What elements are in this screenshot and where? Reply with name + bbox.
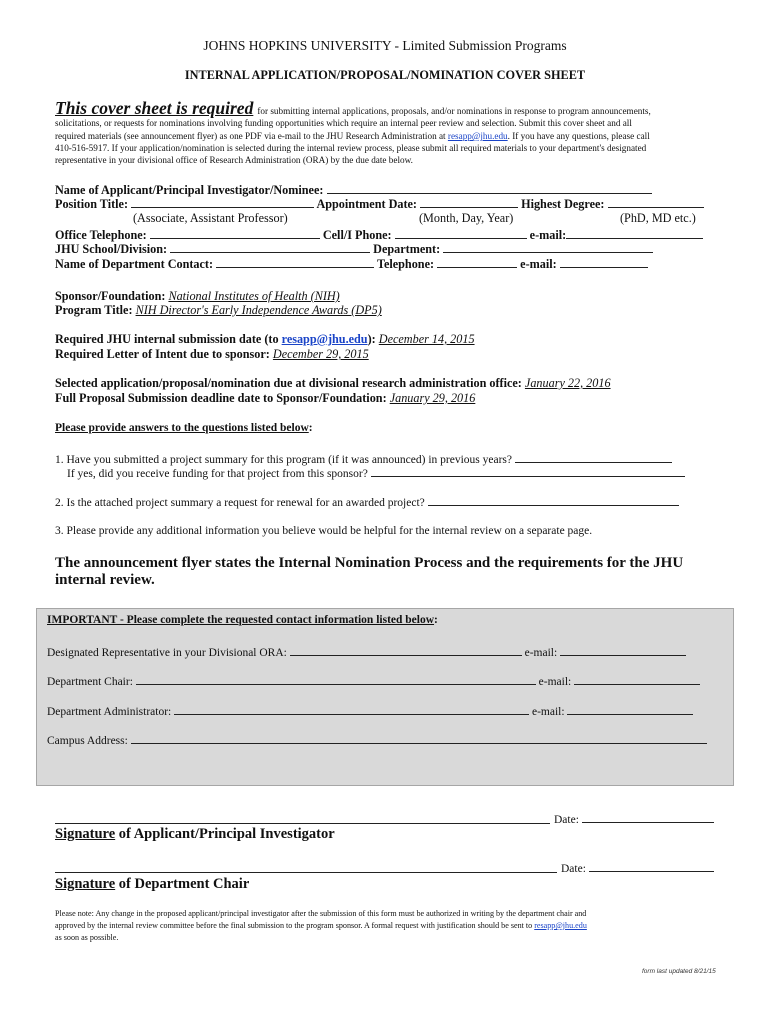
contact-row xyxy=(55,257,648,272)
intro-line-2: solicitations, or requests for nominations involving funding opportunities which require an internal peer review and selection. Submit this cover sheet and all xyxy=(55,118,632,128)
dept-admin-label: Department Administrator: xyxy=(47,706,172,718)
dept-admin-email-field[interactable] xyxy=(567,704,693,715)
ora-rep-email-field[interactable] xyxy=(560,645,686,656)
questions-heading-colon: : xyxy=(308,422,313,434)
loi-date-value: December 29, 2015 xyxy=(272,347,369,361)
dept-contact-field[interactable] xyxy=(216,257,374,268)
school-row xyxy=(55,242,653,257)
ora-rep-row xyxy=(47,645,686,659)
department-label: Department: xyxy=(373,242,441,256)
divisional-date-label: Selected application/proposal/nomination due at divisional research administration office: xyxy=(55,376,522,390)
sponsor-label: Sponsor/Foundation: xyxy=(55,289,166,303)
cell-phone-label: Cell/I Phone: xyxy=(322,228,392,242)
chair-signature-word: Signature xyxy=(55,876,116,892)
pi-date-label: Date: xyxy=(554,814,579,826)
sponsor-row xyxy=(55,289,340,304)
intro-line-1 xyxy=(55,98,651,119)
question-1 xyxy=(55,452,672,466)
applicant-name-field[interactable] xyxy=(327,183,652,194)
important-heading xyxy=(47,614,438,626)
questions-heading xyxy=(55,422,313,434)
intro-line-4: 410-516-5917. If your application/nomination is selected during the internal review process, please submit all required materials to your department's designated xyxy=(55,143,647,153)
school-division-field[interactable] xyxy=(170,242,370,253)
announcement-line-2: internal review. xyxy=(55,572,155,588)
contact-email-label: e-mail: xyxy=(520,257,557,271)
pi-signature-rest: of Applicant/Principal Investigator xyxy=(115,826,335,842)
jhu-date-label: Required JHU internal submission date (to xyxy=(55,332,279,346)
pi-date-field[interactable] xyxy=(582,812,714,823)
divisional-date-row xyxy=(55,376,611,391)
dept-admin-row xyxy=(47,704,693,718)
question-2-answer[interactable] xyxy=(428,495,679,506)
campus-address-row xyxy=(47,733,707,747)
applicant-name-label: Name of Applicant/Principal Investigator/Nominee: xyxy=(55,183,324,197)
intro-line-3 xyxy=(55,131,650,141)
full-proposal-label: Full Proposal Submission deadline date to Sponsor/Foundation: xyxy=(55,391,387,405)
chair-signature-caption xyxy=(55,876,249,893)
intro-text-3b: . If you have any questions, please call xyxy=(507,131,650,141)
announcement-line-1: The announcement flyer states the Internal Nomination Process and the requirements for the JHU xyxy=(55,555,684,571)
jhu-date-row xyxy=(55,332,475,347)
appointment-date-label: Appointment Date: xyxy=(316,197,417,211)
chair-date-label: Date: xyxy=(561,863,586,875)
highest-degree-label: Highest Degree: xyxy=(521,197,605,211)
dept-chair-email-field[interactable] xyxy=(574,674,700,685)
dept-chair-email-label: e-mail: xyxy=(538,676,572,688)
ora-rep-label: Designated Representative in your Divisional ORA: xyxy=(47,647,287,659)
note-line-1: Please note: Any change in the proposed applicant/principal investigator after the submission of this form must be authorized in writing by the department chair and xyxy=(55,909,587,918)
school-division-label: JHU School/Division: xyxy=(55,242,168,256)
pi-date-row xyxy=(554,812,714,826)
program-row xyxy=(55,303,382,318)
department-field[interactable] xyxy=(443,242,653,253)
divisional-date-value: January 22, 2016 xyxy=(524,376,611,390)
telephone-field[interactable] xyxy=(437,257,517,268)
pi-signature-word: Signature xyxy=(55,826,116,842)
full-proposal-row xyxy=(55,391,475,406)
sponsor-value: National Institutes of Health (NIH) xyxy=(168,289,340,303)
dept-chair-row xyxy=(47,674,700,688)
dept-admin-field[interactable] xyxy=(174,704,529,715)
intro-text-1: for submitting internal applications, proposals, and/or nominations in response to program announcements, xyxy=(257,106,651,116)
applicant-name-row xyxy=(55,183,652,198)
university-header: JOHNS HOPKINS UNIVERSITY - Limited Submission Programs xyxy=(203,38,567,53)
dept-chair-field[interactable] xyxy=(136,674,536,685)
ora-rep-email-label: e-mail: xyxy=(524,647,558,659)
form-title: INTERNAL APPLICATION/PROPOSAL/NOMINATION COVER SHEET xyxy=(184,68,586,82)
pi-signature-caption xyxy=(55,826,335,843)
question-1b xyxy=(67,466,685,480)
telephone-label: Telephone: xyxy=(376,257,435,271)
program-title-label: Program Title: xyxy=(55,303,133,317)
highest-degree-field[interactable] xyxy=(608,197,704,208)
position-title-field[interactable] xyxy=(131,197,314,208)
position-title-label: Position Title: xyxy=(55,197,129,211)
resapp-email-link[interactable]: resapp@jhu.edu xyxy=(447,131,508,141)
question-3: 3. Please provide any additional information you believe would be helpful for the internal review on a separate page. xyxy=(55,525,593,537)
contact-email-field[interactable] xyxy=(560,257,648,268)
intro-text-3a: required materials (see announcement flyer) as one PDF via e-mail to the JHU Research Administration at xyxy=(55,131,446,141)
note-text-2: approved by the internal review committee before the final submission to the program sponsor. A formal request with justification should be sent to xyxy=(55,921,533,930)
jhu-date-label-end: ): xyxy=(367,332,376,346)
phone-row xyxy=(55,228,703,243)
question-1-answer[interactable] xyxy=(515,452,672,463)
campus-address-field[interactable] xyxy=(131,733,707,744)
note-line-2 xyxy=(55,921,587,930)
appointment-date-field[interactable] xyxy=(420,197,518,208)
chair-signature-line[interactable] xyxy=(55,872,557,873)
office-telephone-label: Office Telephone: xyxy=(55,228,147,242)
position-row xyxy=(55,197,704,212)
dept-chair-label: Department Chair: xyxy=(47,676,133,688)
office-telephone-field[interactable] xyxy=(150,228,320,239)
intro-line-5: representative in your divisional office of Research Administration (ORA) by the due date below. xyxy=(55,155,413,165)
pi-signature-line[interactable] xyxy=(55,823,550,824)
important-contact-box xyxy=(36,608,734,786)
ora-rep-field[interactable] xyxy=(290,645,522,656)
position-hint: (Associate, Assistant Professor) xyxy=(133,211,288,225)
question-1b-text: If yes, did you receive funding for that project from this sponsor? xyxy=(67,468,368,480)
questions-heading-text: Please provide answers to the questions listed below xyxy=(55,422,309,434)
dept-contact-label: Name of Department Contact: xyxy=(55,257,214,271)
chair-date-row xyxy=(561,861,714,875)
email-field[interactable] xyxy=(566,228,703,239)
chair-date-field[interactable] xyxy=(589,861,714,872)
important-heading-text: IMPORTANT - Please complete the requested contact information listed below xyxy=(47,614,435,626)
form-updated-footnote: form last updated 8/21/15 xyxy=(642,968,716,975)
question-2 xyxy=(55,495,679,509)
note-line-3: as soon as possible. xyxy=(55,933,119,942)
email-label: e-mail: xyxy=(529,228,567,242)
degree-hint: (PhD, MD etc.) xyxy=(620,211,696,225)
question-1b-answer[interactable] xyxy=(371,466,685,477)
loi-date-label: Required Letter of Intent due to sponsor: xyxy=(55,347,270,361)
jhu-date-value: December 14, 2015 xyxy=(378,332,475,346)
important-heading-colon: : xyxy=(434,614,438,626)
program-title-value: NIH Director's Early Independence Awards (DP5) xyxy=(135,303,382,317)
question-2-text: 2. Is the attached project summary a request for renewal for an awarded project? xyxy=(55,497,425,509)
campus-address-label: Campus Address: xyxy=(47,735,128,747)
loi-date-row xyxy=(55,347,369,362)
date-hint: (Month, Day, Year) xyxy=(419,211,514,225)
chair-signature-rest: of Department Chair xyxy=(115,876,250,892)
cell-phone-field[interactable] xyxy=(395,228,527,239)
dept-admin-email-label: e-mail: xyxy=(532,706,565,718)
full-proposal-value: January 29, 2016 xyxy=(389,391,476,405)
question-1-text: 1. Have you submitted a project summary for this program (if it was announced) in previous years? xyxy=(55,454,513,466)
note-email-link[interactable]: resapp@jhu.edu xyxy=(534,921,587,930)
intro-lead: This cover sheet is required xyxy=(55,98,254,118)
jhu-date-email-link[interactable]: resapp@jhu.edu xyxy=(281,332,368,346)
